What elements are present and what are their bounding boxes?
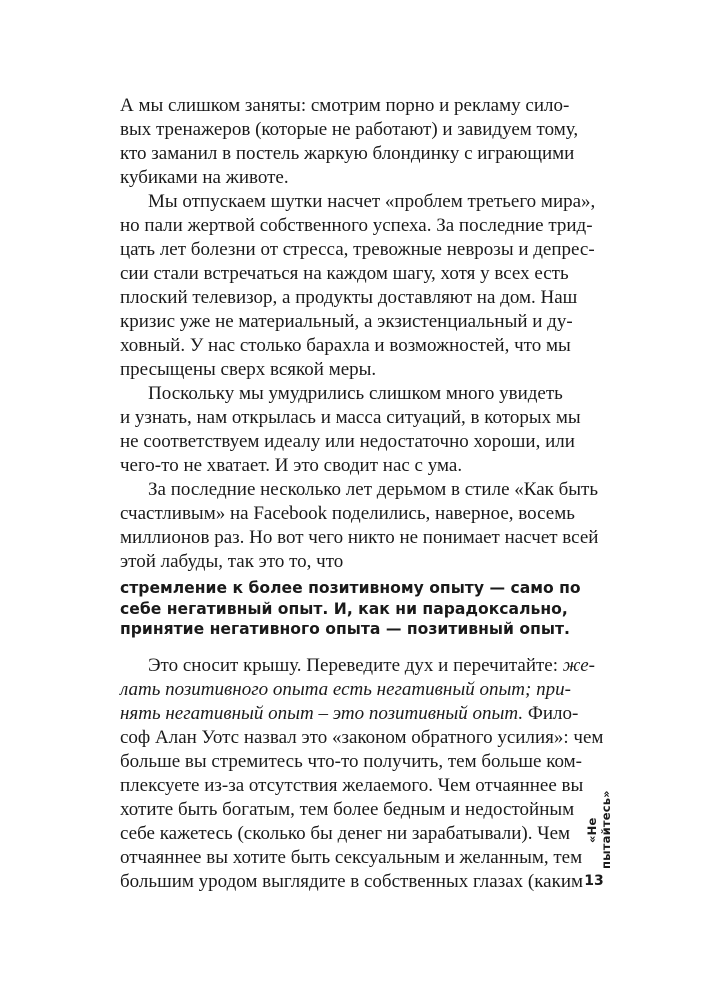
paragraph-1	[120, 94, 579, 190]
text-line	[120, 702, 579, 726]
text-line: больше вы стремитесь что-то получить, тем больше ком-	[120, 751, 582, 772]
text-line: цать лет болезни от стресса, тревожные неврозы и депрес-	[120, 239, 595, 260]
text-line: За последние несколько лет дерьмом в стиле «Как быть	[148, 479, 599, 500]
quote-line: стремление к более позитивному опыту — само по	[120, 579, 581, 597]
text-line: и узнать, нам открылась и масса ситуаций, в которых мы	[120, 407, 581, 428]
text-line: кто заманил в постель жаркую блондинку с играющими	[120, 143, 575, 164]
text-run: Фило-	[523, 703, 579, 724]
text-line: большим уродом выглядите в собственных глазах (каким	[120, 871, 584, 892]
paragraph-2	[120, 190, 596, 382]
text-line: хотите быть богатым, тем более бедным и недостойным	[120, 799, 575, 820]
text-line: отчаяннее вы хотите быть сексуальным и желанным, тем	[120, 847, 583, 868]
text-run: Это сносит крышу. Переведите дух и перечитайте:	[148, 655, 563, 676]
text-line: чего-то не хватает. И это сводит нас с ума.	[120, 455, 463, 476]
text-line: сии стали встречаться на каждом шагу, хотя у всех есть	[120, 263, 569, 284]
text-line: кубиками на животе.	[120, 167, 289, 188]
text-line: плексуете из-за отсутствия желаемого. Чем отчаяннее вы	[120, 775, 584, 796]
text-line: ховный. У нас столько барахла и возможностей, что мы	[120, 335, 571, 356]
italic-run: же-	[562, 655, 595, 676]
text-line	[120, 678, 571, 702]
text-line: счастливым» на Facebook поделились, наверное, восемь	[120, 503, 575, 524]
text-line: кризис уже не материальный, а экзистенциальный и ду-	[120, 311, 573, 332]
italic-run: нять негативный опыт – это позитивный опыт.	[120, 703, 524, 724]
text-line: Поскольку мы умудрились слишком много увидеть	[148, 383, 563, 404]
text-line: но пали жертвой собственного успеха. За последние трид-	[120, 215, 593, 236]
text-line: соф Алан Уотс назвал это «законом обратного усилия»: чем	[120, 727, 604, 748]
text-line: пресыщены сверх всякой меры.	[120, 359, 377, 380]
quote-line: себе негативный опыт. И, как ни парадоксально,	[120, 599, 568, 618]
text-line: вых тренажеров (которые не работают) и завидуем тому,	[120, 119, 579, 140]
quote-line: принятие негативного опыта — позитивный опыт.	[120, 620, 570, 638]
text-line: плоский телевизор, а продукты доставляют на дом. Наш	[120, 287, 578, 308]
paragraph-4	[120, 478, 599, 574]
text-line: миллионов раз. Но вот чего никто не понимает насчет всей	[120, 527, 599, 548]
text-line: А мы слишком заняты: смотрим порно и рекламу сило-	[120, 95, 570, 116]
page-number: 13	[584, 873, 604, 889]
running-title: «Не пытайтесь»	[585, 790, 613, 870]
italic-run: лать позитивного опыта есть негативный опыт; при-	[120, 679, 571, 700]
text-line: не соответствуем идеалу или недостаточно хороши, или	[120, 431, 575, 452]
text-line: этой лабуды, так это то, что	[120, 551, 344, 572]
text-line: себе кажетесь (сколько бы денег ни зарабатывали). Чем	[120, 823, 571, 844]
highlighted-quote	[120, 578, 581, 640]
text-line: Мы отпускаем шутки насчет «проблем третьего мира»,	[148, 191, 596, 212]
text-line	[120, 654, 595, 678]
paragraph-3	[120, 382, 581, 478]
